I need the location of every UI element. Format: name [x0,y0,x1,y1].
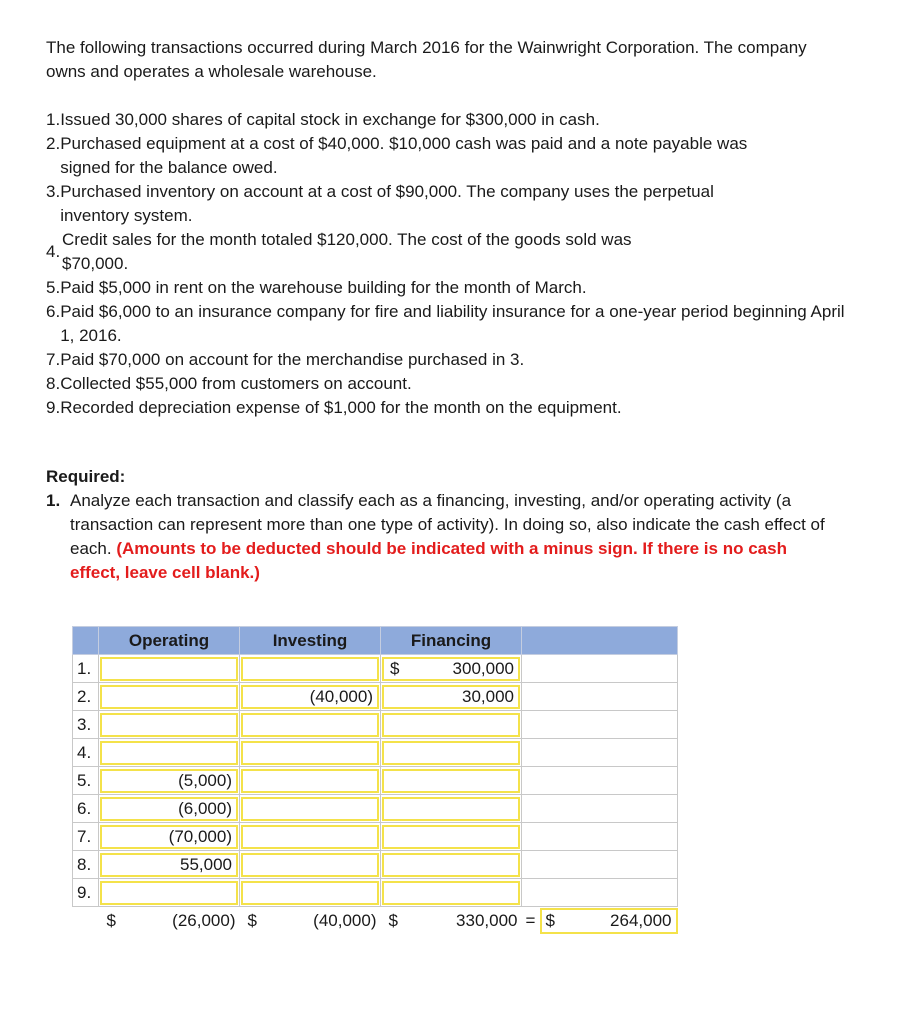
transaction-item [46,276,846,300]
investing-cell [240,823,381,851]
transaction-text: Paid $70,000 on account for the merchandise purchased in 3. [60,350,525,369]
investing-input[interactable] [241,741,379,765]
transaction-number: 8. [46,374,61,393]
intro-paragraph: The following transactions occurred during March 2016 for the Wainwright Corporation. The company owns and operates a wholesale warehouse. [46,38,807,81]
operating-cell [99,851,240,879]
net-cash-input[interactable] [540,908,678,934]
dollar-sign: $ [388,911,398,930]
total-investing-cell [240,907,381,936]
operating-cell [99,823,240,851]
financing-cell [381,879,522,907]
table-header-row [73,627,678,655]
total-operating-cell [99,907,240,936]
operating-cell [99,767,240,795]
operating-value: (70,000) [168,826,232,846]
transaction-number: 2. [46,134,61,153]
dollar-sign: $ [106,911,116,930]
operating-input[interactable] [100,769,238,793]
table-row [73,655,678,683]
transaction-list [46,108,846,420]
operating-value: (5,000) [178,770,232,790]
header-blank [522,627,678,655]
financing-input[interactable] [382,769,520,793]
financing-cell [381,711,522,739]
operating-value: (6,000) [178,798,232,818]
financing-input[interactable] [382,741,520,765]
transaction-item [46,132,846,180]
transaction-text: Purchased equipment at a cost of $40,000. $10,000 cash was paid and a note payable was signed for the balance owed. [60,134,748,177]
investing-input[interactable] [241,713,379,737]
investing-value: (40,000) [309,686,373,706]
financing-cell [381,851,522,879]
investing-input[interactable] [241,825,379,849]
financing-value: 30,000 [462,686,514,706]
required-title: Required: [46,467,126,486]
financing-cell [381,823,522,851]
header-operating: Operating [99,627,240,655]
financing-input[interactable] [382,713,520,737]
row-label: 8. [73,851,99,879]
transaction-text: Recorded depreciation expense of $1,000 for the month on the equipment. [60,398,622,417]
blank-cell [522,823,678,851]
table-row [73,739,678,767]
operating-input[interactable] [100,685,238,709]
financing-input[interactable] [382,881,520,905]
operating-input[interactable] [100,881,238,905]
investing-cell [240,767,381,795]
operating-input[interactable] [100,825,238,849]
transaction-text: Paid $6,000 to an insurance company for fire and liability insurance for a one-year period beginning April 1, 2016. [60,302,845,345]
investing-cell [240,795,381,823]
net-cash-value: 264,000 [610,911,672,930]
financing-cell [381,739,522,767]
investing-cell [240,851,381,879]
investing-cell [240,739,381,767]
row-label: 5. [73,767,99,795]
transaction-number: 6. [46,302,61,321]
total-financing: 330,000 [456,911,518,930]
investing-cell [240,683,381,711]
transaction-item [46,180,846,228]
table-row [73,683,678,711]
cash-flow-table [72,626,678,935]
table-row [73,851,678,879]
operating-cell [99,795,240,823]
operating-cell [99,711,240,739]
dollar-sign: $ [545,911,555,930]
financing-cell [381,655,522,683]
row-label: 7. [73,823,99,851]
table-row [73,795,678,823]
investing-input[interactable] [241,769,379,793]
financing-input[interactable] [382,685,520,709]
investing-input[interactable] [241,797,379,821]
header-financing: Financing [381,627,522,655]
investing-input[interactable] [241,853,379,877]
transaction-item [46,348,846,372]
header-investing: Investing [240,627,381,655]
transaction-text: Collected $55,000 from customers on account. [60,374,412,393]
transaction-text: Paid $5,000 in rent on the warehouse building for the month of March. [60,278,587,297]
row-label: 1. [73,655,99,683]
operating-input[interactable] [100,741,238,765]
blank-cell [522,739,678,767]
investing-cell [240,655,381,683]
net-cash-cell [522,907,678,936]
transaction-number: 7. [46,350,61,369]
operating-cell [99,683,240,711]
row-label: 6. [73,795,99,823]
financing-value: 300,000 [452,658,514,678]
table-row [73,879,678,907]
blank-cell [522,879,678,907]
transaction-item [46,372,846,396]
required-section [46,465,836,585]
required-instructions: Analyze each transaction and classify each as a financing, investing, and/or operating activity (a transaction can represent more than one type of activity). In doing so, also indicate the cash effect of each. [70,491,825,558]
required-item [46,489,836,585]
financing-input[interactable] [382,825,520,849]
operating-cell [99,655,240,683]
table-row [73,711,678,739]
transaction-number: 3. [46,182,61,201]
total-financing-cell [381,907,522,936]
financing-input[interactable] [382,657,520,681]
investing-cell [240,879,381,907]
financing-cell [381,795,522,823]
row-label: 4. [73,739,99,767]
investing-input[interactable] [241,685,379,709]
transaction-number: 5. [46,278,61,297]
transaction-item [46,396,846,420]
row-label: 2. [73,683,99,711]
equals-sign: = [525,911,536,930]
corner-cell [73,627,99,655]
operating-value: 55,000 [180,854,232,874]
blank-cell [522,655,678,683]
transaction-number: 1. [46,110,61,129]
table-row [73,767,678,795]
operating-input[interactable] [100,797,238,821]
row-label: 3. [73,711,99,739]
required-item-text [70,489,836,585]
row-label: 9. [73,879,99,907]
totals-label-cell [73,907,99,936]
transaction-item [46,228,846,276]
blank-cell [522,683,678,711]
blank-cell [522,795,678,823]
financing-cell [381,767,522,795]
financing-input[interactable] [382,853,520,877]
operating-input[interactable] [100,657,238,681]
transaction-number: 9. [46,398,61,417]
total-investing: (40,000) [313,911,377,930]
required-item-number: 1. [46,491,61,510]
financing-input[interactable] [382,797,520,821]
transaction-item [46,300,846,348]
required-note: (Amounts to be deducted should be indicated with a minus sign. If there is no cash effect, leave cell blank.) [70,539,787,582]
transaction-text: Issued 30,000 shares of capital stock in exchange for $300,000 in cash. [60,110,600,129]
transaction-text: Purchased inventory on account at a cost of $90,000. The company uses the perpetual inventory system. [60,182,714,225]
financing-cell [381,683,522,711]
transaction-number: 4. [46,242,61,261]
operating-cell [99,739,240,767]
dollar-sign: $ [390,658,400,678]
table-row [73,823,678,851]
investing-input[interactable] [241,881,379,905]
investing-cell [240,711,381,739]
operating-input[interactable] [100,713,238,737]
operating-input[interactable] [100,853,238,877]
transaction-item [46,108,846,132]
total-operating: (26,000) [172,911,236,930]
totals-row [73,907,678,936]
transaction-text-continued: $70,000. [62,254,129,273]
investing-input[interactable] [241,657,379,681]
blank-cell [522,767,678,795]
dollar-sign: $ [247,911,257,930]
blank-cell [522,711,678,739]
blank-cell [522,851,678,879]
transaction-text: Credit sales for the month totaled $120,000. The cost of the goods sold was [62,230,632,249]
operating-cell [99,879,240,907]
